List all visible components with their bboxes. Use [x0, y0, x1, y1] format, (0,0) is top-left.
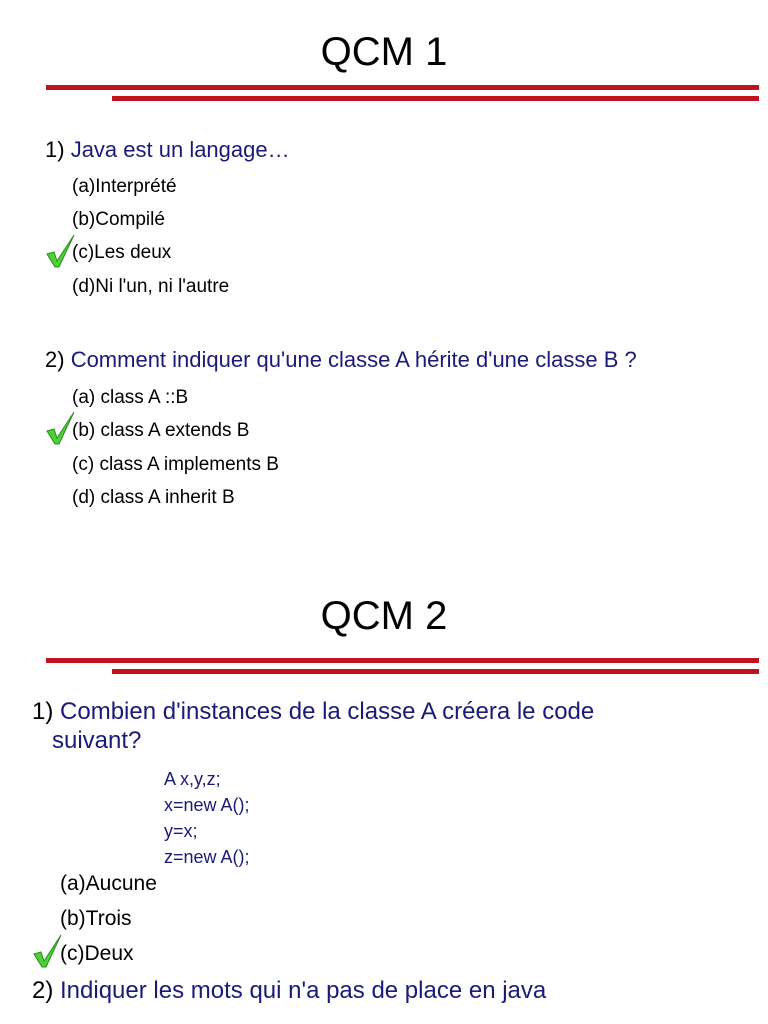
code-line: A x,y,z; [164, 769, 221, 789]
question-text: suivant? [52, 727, 142, 754]
qcm1-q1-option-b[interactable] [72, 209, 165, 231]
option-text: Ni l'un, ni l'autre [95, 276, 230, 297]
option-text: class A inherit B [100, 487, 235, 508]
qcm1-title: QCM 1 [320, 30, 448, 74]
option-label: (c) [72, 242, 95, 263]
check-mark-icon [45, 234, 77, 268]
question-number: 2) [45, 347, 65, 372]
option-label: (c) [60, 942, 85, 965]
title-rule-top [46, 658, 759, 663]
question-number: 1) [45, 137, 65, 162]
title-rule-bottom [112, 669, 759, 674]
qcm1-q2-option-d[interactable] [72, 487, 235, 509]
option-text: Les deux [94, 242, 172, 263]
qcm2-question-2 [32, 977, 546, 1005]
qcm1-question-2 [45, 347, 637, 373]
option-text: class A extends B [100, 420, 250, 441]
check-mark-icon [45, 411, 77, 445]
question-text: Combien d'instances de la classe A créera le code [60, 698, 595, 725]
qcm1-q2-option-a[interactable] [72, 387, 188, 409]
option-label: (c) [72, 454, 95, 475]
option-label: (d) [72, 276, 96, 297]
question-text: Indiquer les mots qui n'a pas de place en java [60, 977, 547, 1004]
qcm2-question-1 [32, 698, 594, 726]
code-line: x=new A(); [164, 795, 250, 815]
code-line: y=x; [164, 821, 198, 841]
check-mark-icon [32, 934, 64, 968]
title-rule-bottom [112, 96, 759, 101]
question-number: 1) [32, 698, 54, 725]
option-text: Trois [85, 907, 132, 930]
qcm2-question-1-continued [52, 727, 141, 755]
qcm1-question-1 [45, 137, 290, 163]
question-text: Java est un langage… [70, 137, 290, 162]
qcm2-q1-option-b[interactable] [60, 907, 132, 931]
option-label: (d) [72, 487, 96, 508]
qcm1-q2-option-c[interactable] [72, 454, 279, 476]
title-rule-top [46, 85, 759, 90]
qcm1-q2-option-b[interactable] [72, 420, 249, 442]
option-label: (a) [72, 176, 96, 197]
qcm2-title: QCM 2 [320, 594, 448, 638]
option-text: Compilé [95, 209, 165, 230]
option-text: Deux [84, 942, 134, 965]
option-label: (a) [60, 872, 86, 895]
question-text: Comment indiquer qu'une classe A hérite d'une classe B ? [70, 347, 637, 372]
code-line: z=new A(); [164, 847, 250, 867]
option-label: (a) [72, 387, 96, 408]
option-label: (b) [60, 907, 86, 930]
qcm1-q1-option-a[interactable] [72, 176, 177, 198]
option-text: class A ::B [100, 387, 189, 408]
qcm1-q1-option-d[interactable] [72, 276, 229, 298]
qcm1-q1-option-c[interactable] [72, 242, 171, 264]
qcm2-q1-option-c[interactable] [60, 942, 134, 966]
qcm2-q1-option-a[interactable] [60, 872, 157, 896]
option-text: Aucune [85, 872, 157, 895]
option-label: (b) [72, 420, 96, 441]
option-text: Interprété [95, 176, 177, 197]
option-text: class A implements B [99, 454, 279, 475]
question-number: 2) [32, 977, 54, 1004]
option-label: (b) [72, 209, 96, 230]
